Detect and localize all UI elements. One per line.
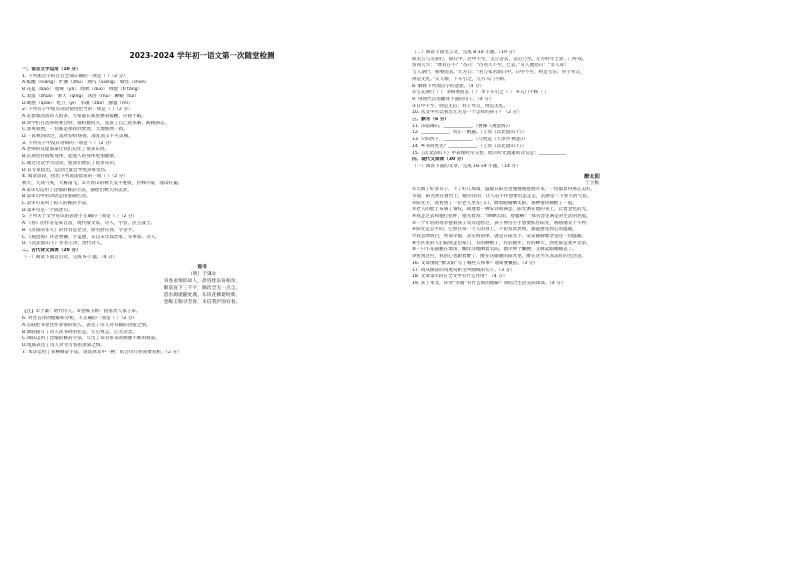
left-line-5: D.峭壁（qiào） 屹立（yì） 水藻（zǎo） 静谧（mì） xyxy=(22,100,133,106)
left-tail-line-3: B.颔联描写了诗人读书时的状态，专心致志，心无杂念。 xyxy=(22,329,137,335)
article-line-4: ④我走过去和他打招呼，他笑着说：“晒晒太阳，舒服啊！”那笑容里满是对生活的热爱。 xyxy=(412,213,591,219)
left-line-2: A.酝酿（niàng） 贮蓄（zhù） 翔鸟（xiáng） 嗔怪（chēn） xyxy=(22,80,150,86)
right-line-10: 三、默写（6 分） xyxy=(412,117,449,123)
left-line-3: B.花苞（bāo） 暗哑（yǎ） 咄咄（duō） 倜傥（tì tǎng） xyxy=(22,87,143,93)
right-line-5: 8. 解释下列加点字的意思。（4 分） xyxy=(412,83,485,89)
left-line-11: 3. 下列句子中没有语病的一项是（ ）（2 分） xyxy=(22,140,115,146)
right-line-6: ①与友期行（ ） ②相委而去（ ） ③下车引之（ ） ④入门不顾（ ） xyxy=(412,90,549,96)
poem-line-1: 眼前直下三千字，胸次全无一点尘。 xyxy=(163,286,241,292)
article-line-9: ⑨一只小花猫蜷在墙角，懒洋洋地晒着太阳，偶尔伸个懒腰，又眯起眼睛睡去了。 xyxy=(412,247,577,253)
left-line-21: D.第④句是一个陈述句。 xyxy=(22,207,73,213)
left-line-10: D.一阵秋风吹过，落叶纷纷扬扬，凌乱而又不失美丽。 xyxy=(22,134,133,140)
article-line-14: 19. 读了本文，你对“幸福”有什么新的理解？请结合生活实际谈谈。（4 分） xyxy=(412,281,566,286)
article-line-1: 早晨，阳光照在窗台上，暖洋洋的，让人忍不住想要出去走走，去感受一下春天的气息。 xyxy=(412,193,592,199)
right-line-4: 则是无礼。”友人惭，下车引之，元方入门不顾。 xyxy=(412,76,509,82)
left-line-4: C.着落（zhuó） 擎天（qíng） 沐浴（mù） 蝉蜕（tuì） xyxy=(22,93,139,99)
poem-author: （明）于谦① xyxy=(187,272,217,278)
right-line-15: 15.《次北固山下》中表现时序交替、暗示时光流逝的诗句是：____________ xyxy=(412,150,567,156)
left-line-18: A.第①句运用了比喻的修辞手法，描绘出秋天的美景。 xyxy=(22,187,132,193)
left-tail-line-2: A.首联把书卷比作多情的故人，表达了诗人对书籍的热爱之情。 xyxy=(22,322,151,328)
left-line-13: B.长期坚持锻炼身体，能使人的身体更加健康。 xyxy=(22,154,119,160)
right-line-9: 10. 从文中可以看出元方是一个怎样的孩子？（2 分） xyxy=(412,110,522,116)
right-line-16: 四、现代文阅读（30 分） xyxy=(412,157,466,163)
left-line-9: C.春风和煦，一切都是那样欣欣然，大地焕然一新。 xyxy=(22,127,128,133)
right-line-1: 陈太丘与友期行，期日中，过中不至，太丘舍去，去后乃至。元方时年七岁，门外戏。 xyxy=(412,56,587,62)
left-line-26: D.《次北固山下》作者王湾，唐代诗人。 xyxy=(22,241,106,247)
left-line-27: 二、古代诗文阅读（20 分） xyxy=(22,247,81,253)
article-line-5: ⑤一个年轻的母亲抱着孩子从旁边经过，孩子伸出小手想要抓住阳光，咯咯地笑个不停。 xyxy=(412,220,591,226)
left-line-28: （一）阅读下面这首诗，完成 6-7 题。（4 分） xyxy=(22,254,118,260)
article-line-11: 16. 文章围绕“醉太阳”写了哪些人和事？请简要概括。（3 分） xyxy=(412,260,538,266)
poem-title: 观书 xyxy=(197,265,207,271)
poem-line-2: 活水源流随处满，东风花柳逐时新。 xyxy=(163,293,241,299)
left-line-6: 2. 下列句子中加点词语使用恰当的一项是（ ）（2 分） xyxy=(22,107,133,113)
right-line-14: 14. 乡书何处达？____________。（王湾《次北固山下》） xyxy=(412,143,527,149)
article-line-7: ⑦我忽然明白，所谓幸福，其实很简单，就是在阳光下，安安静静地享受这一份温暖。 xyxy=(412,234,587,240)
left-page xyxy=(22,0,382,561)
left-line-8: B.同学们在选举班委会时，都积极投入，发表了自己的见解，踌躇满志。 xyxy=(22,120,170,126)
left-line-23: A.《春》的作者是朱自清，现代散文家、诗人、学者、民主战士。 xyxy=(22,221,156,227)
article-line-10: ⑩看到这些，我的心也跟着醉了，醉在这暖暖的阳光里，醉在这平凡而美好的生活里。 xyxy=(412,254,587,260)
left-line-25: C.《观沧海》作者曹操，字孟德，东汉末年政治家、军事家、诗人。 xyxy=(22,234,160,240)
right-line-2: 客问元方：“尊君在不？”答曰：“待君久不至，已去。”友人便怒曰：“非人哉！ xyxy=(412,63,569,69)
left-line-22: 5. 下列关于文学常识的表述不正确的一项是（ ）（2 分） xyxy=(22,214,138,220)
article-title: 醉太阳 xyxy=(584,173,600,180)
left-line-14: C.通过这次学习活动，使我们增长了很多见识。 xyxy=(22,160,119,166)
poem-line-0: 书卷多情似故人，晨昏忧乐每相亲。 xyxy=(163,279,241,285)
article-line-2: ②阳光下，我看到了一位老人坐在门口，眯着眼睛晒太阳，那神情仿佛醉了一般。 xyxy=(412,200,577,206)
article-line-13: 18. 文章第⑦段在全文中有什么作用？（4 分） xyxy=(412,274,508,280)
right-line-3: 与人期行，相委而去。”元方曰：“君与家君期日中。日中不至，则是无信；对子骂父， xyxy=(412,70,585,76)
right-line-17: （一）阅读下面的文章，完成 16-19 小题。（14 分） xyxy=(412,163,521,169)
left-line-17: 秋天，天高气爽，大雁南飞。①大青山的秋天美不胜收，层林尽染，漫山红遍。 xyxy=(22,180,183,186)
poem-body xyxy=(22,278,382,306)
right-page xyxy=(412,0,772,561)
right-body xyxy=(412,50,772,171)
exam-title: 2023-2024 学年初一语文第一次随堂检测 xyxy=(129,51,275,60)
left-line-19: B.第②句中的词语运用准确生动。 xyxy=(22,194,91,200)
article-line-8: ⑧小区里的人们陆续走出家门，有的晒被子，有的散步，有的聊天，到处都是欢声笑语。 xyxy=(412,240,591,246)
right-line-0: （二）阅读下面文言文，完成 8-10 小题。（10 分） xyxy=(412,50,518,55)
left-line-0: 一、语言文字运用（10 分） xyxy=(22,67,81,72)
left-body xyxy=(22,67,382,261)
left-line-24: B.《济南的冬天》的作者是老舍，原名舒庆春，字舍予。 xyxy=(22,227,137,233)
left-line-12: A.老师的耳提面命让我们记住了很多东西。 xyxy=(22,147,110,153)
left-tail-line-6: 7. 本诗运用了多种修辞手法，请选择其中一种，结合诗句作简要赏析。（2 分） xyxy=(22,349,182,355)
right-line-13: 13. 夕阳西下，____________。（马致远《天净沙·秋思》） xyxy=(412,137,528,143)
left-line-16: 4. 阅读语段，找出下列说法错误的一项（ ）（2 分） xyxy=(22,174,128,180)
left-tail-line-1: 6. 对这首诗的理解和分析，不正确的一项是（ ）（2 分） xyxy=(22,316,138,322)
left-tail-line-5: D.尾联表达了诗人对寻芳客的羡慕之情。 xyxy=(22,342,106,348)
right-line-8: ①日中不至，则是无信；对子骂父，则是无礼。 xyxy=(412,103,508,109)
poem-line-3: 金鞍玉勒寻芳客，未信我庐别有春。 xyxy=(163,300,241,306)
article-line-6: ⑥阳光是公平的，它照在每一个人的身上，不论贫富贵贱，都能感受到它的温暖。 xyxy=(412,227,577,233)
article-line-3: ③老人的脸上布满了皱纹，却透着一种安详和满足，阳光洒在他的身上，泛着金色的光。 xyxy=(412,207,591,213)
article-author: 丁立梅 xyxy=(585,180,599,186)
article-line-12: 17. 请从修辞的角度赏析文中画线的句子。（3 分） xyxy=(412,267,515,273)
right-line-11: 11. 东临碣石，____________。（曹操《观沧海》） xyxy=(412,123,513,129)
left-line-7: A.去参加活动的人很多，大家都在那里摩肩接踵，应接不暇。 xyxy=(22,113,146,119)
left-line-20: C.第③句采用了拟人的修辞手法。 xyxy=(22,201,91,207)
article-line-0: ①天晴了好多日子，下了好几场雨，温暖在阳光里慢慢地舒展开来，一切都显得那么美好。 xyxy=(412,187,596,193)
right-line-7: 9. 用现代汉语翻译下面的句子。（4 分） xyxy=(412,96,494,102)
left-tail-line-0: 【注】①于谦：明代诗人。②金鞍玉勒：指富贵人家子弟。 xyxy=(22,309,141,315)
left-line-1: 1. 下列加点字的注音全部正确的一项是（ ）（2 分） xyxy=(22,73,128,79)
left-tail-line-4: C.颈联运用了比喻的修辞手法，写出了读书带来的源源不断的收获。 xyxy=(22,336,160,342)
left-tail xyxy=(22,309,382,356)
left-line-15: D.有专家指出，运动过量会导致身体受伤。 xyxy=(22,167,110,173)
article-body xyxy=(412,187,772,288)
right-line-12: 12. ____________，风正一帆悬。（王湾《次北固山下》） xyxy=(412,130,527,136)
